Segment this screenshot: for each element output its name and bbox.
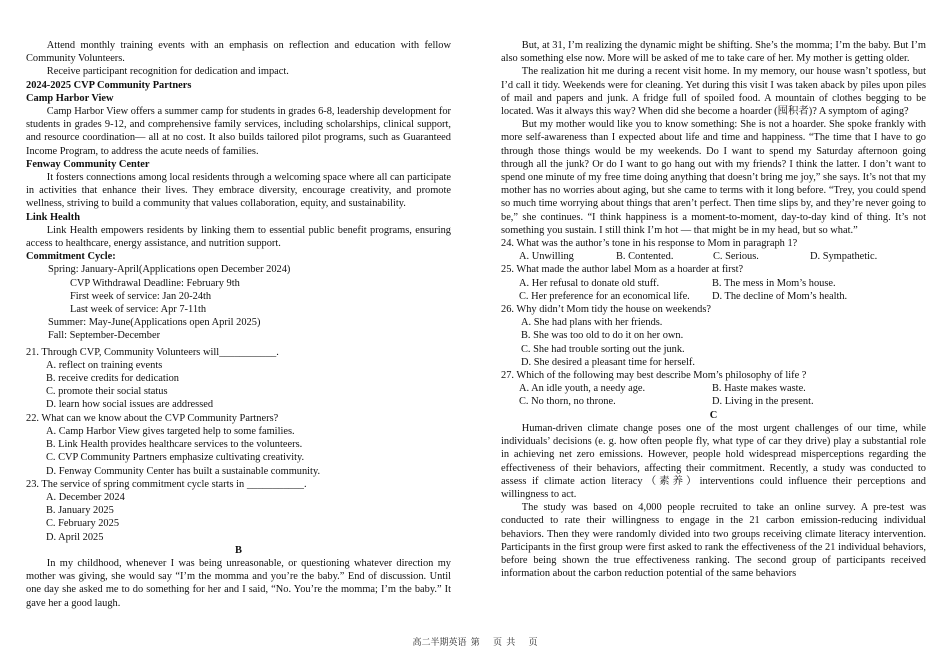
answer-option: B. January 2025 (46, 505, 114, 517)
answer-options-row (501, 382, 926, 395)
right-column (501, 39, 926, 580)
cycle-title: Commitment Cycle: (26, 251, 116, 263)
cycle-spring: Spring: January-April(Applications open December 2024) (48, 264, 291, 276)
answer-option: D. The decline of Mom’s health. (712, 290, 848, 302)
answer-option: C. She had trouble sorting out the junk. (521, 343, 685, 355)
answer-option: A. Her refusal to donate old stuff. (519, 277, 660, 289)
partner-text-link-health: Link Health empowers residents by linking them to essential public benefit programs, ensuring access to healthcare, energy assistance, and nutrition support. (26, 224, 451, 250)
left-column (26, 39, 451, 610)
cycle-summer: Summer: May-June(Applications open April 2025) (48, 317, 261, 329)
footer-word: 共 (506, 637, 516, 647)
passage-b-paragraph: But my mother would like you to know something: She is not a hoarder. She spoke frankly with more self-awareness than I expected about life and time and happiness. “The time that I have to go through those things would be my weekends. Do I want to spend my Saturday afternoon going through all the junk? Or do I want to go hang out with my friends? I think the latter. I don’t want to spend one minute of my free time doing anything that doesn’t bring me joy,” she says. It’s not that my mother has no worries about aging, but she came to terms with it long before. “Trey, you could spend so much time worrying about things that aren’t perfect. Then time slips by, and they’re never going to be,” she continues. “I think happiness is a moment-to-moment, day-to-day kind of thing. It’s not something you sustain. I still think I’m hot — that might be in my head, but so what.” (501, 119, 926, 236)
question-stem: 24. What was the author’s tone in his response to Mom in paragraph 1? (501, 238, 798, 250)
answer-option: C. Serious. (713, 251, 759, 263)
answer-option: D. Sympathetic. (810, 251, 878, 263)
question-stem: 23. The service of spring commitment cycle starts in ___________. (26, 478, 307, 490)
answer-option: A. reflect on training events (46, 359, 163, 371)
question-stem: 27. Which of the following may best describe Mom’s philosophy of life ? (501, 370, 807, 382)
answer-option: A. December 2024 (46, 491, 125, 503)
answer-option: B. She was too old to do it on her own. (521, 330, 684, 342)
partner-name-link-health: Link Health (26, 211, 80, 223)
intro-line-1: Attend monthly training events with an emphasis on reflection and education with fellow Community Volunteers. (26, 40, 451, 65)
answer-option: D. Fenway Community Center has built a sustainable community. (46, 465, 321, 477)
answer-option: C. February 2025 (46, 518, 120, 530)
footer-subject: 高二半期英语 (412, 637, 467, 647)
partner-text-fenway: It fosters connections among local residents through a welcoming space where all can participate in activities that enhance their lives. They embrace diversity, encourage creativity, and promote wellness, striving to build a community that values collaboration, equity, and sustainability. (26, 172, 451, 210)
answer-option: A. Unwilling (519, 251, 574, 263)
footer-word: 第 (470, 637, 480, 647)
footer-word: 页 (528, 637, 538, 647)
passage-b-paragraph: The realization hit me during a recent visit home. In my memory, our house wasn’t spotless, but I’d call it tidy. Weekends were for cleaning. Yet during this visit I was taken aback by piles upon piles of mail and papers and junk. A fridge full of spoiled food. A mountain of clothes begging to be located. Was it always this way? When did she become a hoarder (囤积者)? A symptom of aging? (501, 66, 926, 118)
answer-option: D. April 2025 (46, 531, 104, 543)
question-stem: 26. Why didn’t Mom tidy the house on weekends? (501, 304, 711, 316)
section-b-heading: B (235, 544, 242, 556)
passage-c-paragraph: The study was based on 4,000 people recruited to take an online survey. A pre-test was conducted to rate their willingness to engage in the 21 carbon emission-reducing individual behaviors. Then they were randomly divided into two groups receiving climate literacy intervention. Participants in the first group were first asked to rank the effectiveness of the 21 individual behaviors, before being shown the true effectiveness ranking. The second group of participants received information about the carbon reduction potential of the same behaviors (501, 502, 926, 580)
answer-option: C. Her preference for an economical life. (519, 290, 690, 302)
question-stem: 25. What made the author label Mom as a hoarder at first? (501, 264, 744, 276)
partner-text-camp-harbor: Camp Harbor View offers a summer camp for students in grades 6-8, leadership development for students in grades 9-12, and comprehensive family services, including scholarships, clinical support, and resource coordination— all at no cost. It also builds tailored pilot programs, such as Guaranteed Income Program, to address the acute needs of families. (26, 106, 451, 157)
answer-option: A. Camp Harbor View gives targeted help to some families. (46, 425, 295, 437)
answer-option: D. She desired a pleasant time for herself. (521, 356, 695, 368)
passage-c-paragraph: Human-driven climate change poses one of the most urgent challenges of our time, while individuals’ decisions (e. g. how often people fly, what type of car they drive) play a substantial role in achieving net zero emissions. However, people hold widespread misperceptions regarding the effectiveness of their behaviors, affecting their commitment. Recently, a study was conducted to assess if climate action literacy（素养）interventions could influence their perceptions and willingness to act. (501, 422, 926, 500)
cycle-spring-detail: CVP Withdrawal Deadline: February 9th (70, 277, 240, 289)
cycle-spring-detail: Last week of service: Apr 7-11th (70, 304, 207, 316)
partner-name-camp-harbor: Camp Harbor View (26, 92, 114, 104)
section-title: 2024-2025 CVP Community Partners (26, 79, 192, 91)
answer-option: A. An idle youth, a needy age. (519, 383, 646, 395)
answer-option: D. Living in the present. (712, 396, 814, 408)
answer-option: D. learn how social issues are addressed (46, 399, 214, 411)
partner-name-fenway: Fenway Community Center (26, 158, 150, 170)
answer-options-row (501, 290, 926, 303)
question-stem: 22. What can we know about the CVP Community Partners? (26, 412, 279, 424)
cycle-fall: Fall: September-December (48, 330, 161, 342)
answer-option: B. receive credits for dedication (46, 373, 179, 385)
answer-option: C. CVP Community Partners emphasize cultivating creativity. (46, 452, 305, 464)
passage-b-paragraph: In my childhood, whenever I was being unreasonable, or questioning whatever direction my mother was giving, she would say “I’m the momma and you’re the baby.” End of discussion. Until one day she asked me to do something for her and I said, “No. You’re the momma; I’m the baby.” It gave her a good laugh. (26, 557, 451, 609)
answer-option: B. Haste makes waste. (712, 383, 806, 395)
cycle-spring-detail: First week of service: Jan 20-24th (70, 290, 212, 302)
answer-options-row (501, 250, 926, 263)
intro-line-2: Receive participant recognition for dedication and impact. (46, 66, 289, 78)
answer-option: C. No thorn, no throne. (519, 396, 616, 408)
question-stem: 21. Through CVP, Community Volunteers will___________. (26, 346, 279, 358)
answer-options-row (501, 395, 926, 408)
passage-b-paragraph: But, at 31, I’m realizing the dynamic might be shifting. She’s the momma; I’m the baby. But I’m also something else now. More will be asked of me to take care of her. My mother is getting older. (501, 40, 926, 65)
answer-option: B. The mess in Mom’s house. (712, 277, 836, 289)
footer-word: 页 (492, 637, 502, 647)
page-footer (0, 636, 950, 649)
answer-option: C. promote their social status (46, 386, 168, 398)
answer-option: A. She had plans with her friends. (521, 317, 663, 329)
section-c-heading: C (709, 409, 718, 421)
answer-option: B. Contented. (616, 251, 674, 263)
answer-option: B. Link Health provides healthcare services to the volunteers. (46, 439, 303, 451)
answer-options-row (501, 277, 926, 290)
